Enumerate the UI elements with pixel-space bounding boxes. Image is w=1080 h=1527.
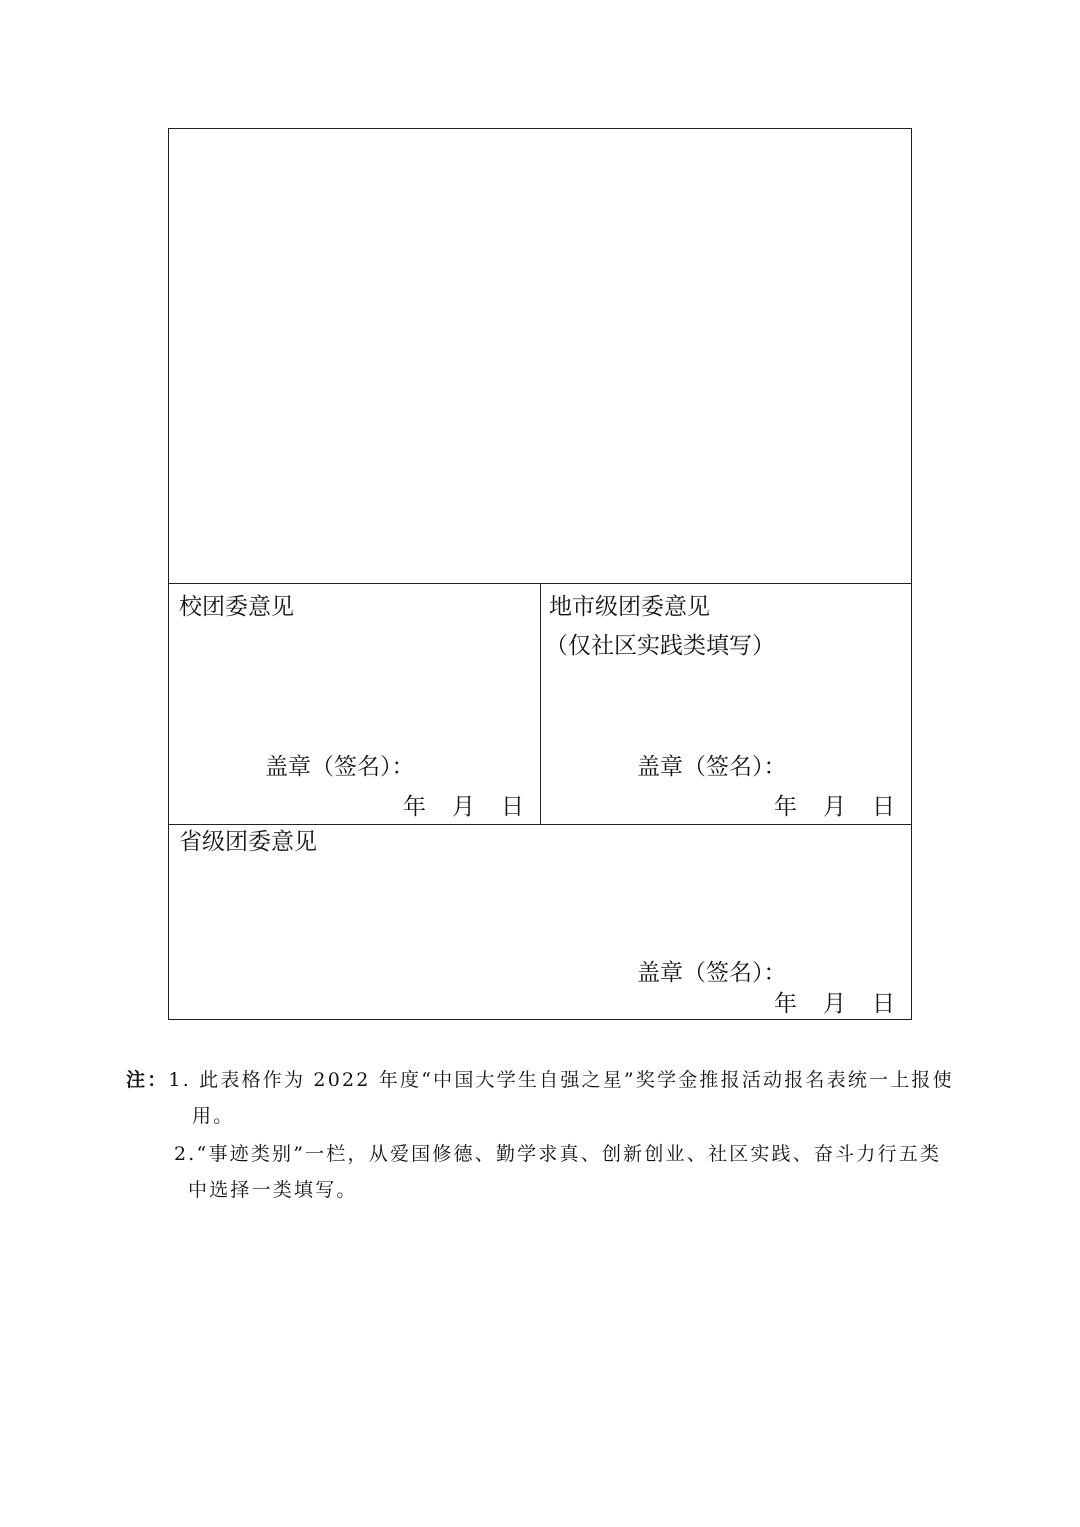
city-committee-seal-label: 盖章（签名）： xyxy=(637,754,787,780)
note-1-line-2: 用。 xyxy=(192,1105,235,1127)
province-committee-seal-label: 盖章（签名）： xyxy=(637,960,787,986)
day-label: 日 xyxy=(872,794,895,820)
month-label: 月 xyxy=(452,794,475,820)
note-1-line-1: 1. 此表格作为 2022 年度“中国大学生自强之星”奖学金推报活动报名表统一上报使 xyxy=(168,1069,954,1091)
city-committee-date xyxy=(774,792,895,822)
notes-prefix: 注： xyxy=(126,1069,169,1091)
year-label: 年 xyxy=(774,794,797,820)
school-committee-cell[interactable] xyxy=(169,584,540,824)
year-label: 年 xyxy=(774,991,797,1017)
province-committee-label: 省级团委意见 xyxy=(179,829,317,855)
month-label: 月 xyxy=(823,794,846,820)
city-committee-cell[interactable] xyxy=(541,584,911,824)
city-committee-sublabel: （仅社区实践类填写） xyxy=(545,633,775,659)
school-committee-seal-label: 盖章（签名）： xyxy=(265,754,415,780)
application-form-table xyxy=(168,128,912,1020)
blank-content-area[interactable] xyxy=(169,129,911,583)
day-label: 日 xyxy=(872,991,895,1017)
province-committee-date xyxy=(774,989,895,1019)
day-label: 日 xyxy=(501,794,524,820)
month-label: 月 xyxy=(823,991,846,1017)
year-label: 年 xyxy=(403,794,426,820)
note-2-line-2: 中选择一类填写。 xyxy=(188,1179,358,1201)
city-committee-label: 地市级团委意见 xyxy=(549,594,710,620)
note-2-line-1: 2.“事迹类别”一栏，从爱国修德、勤学求真、创新创业、社区实践、奋斗力行五类 xyxy=(174,1143,942,1165)
province-committee-cell[interactable] xyxy=(169,825,911,1019)
school-committee-date xyxy=(403,792,524,822)
school-committee-label: 校团委意见 xyxy=(179,594,294,620)
